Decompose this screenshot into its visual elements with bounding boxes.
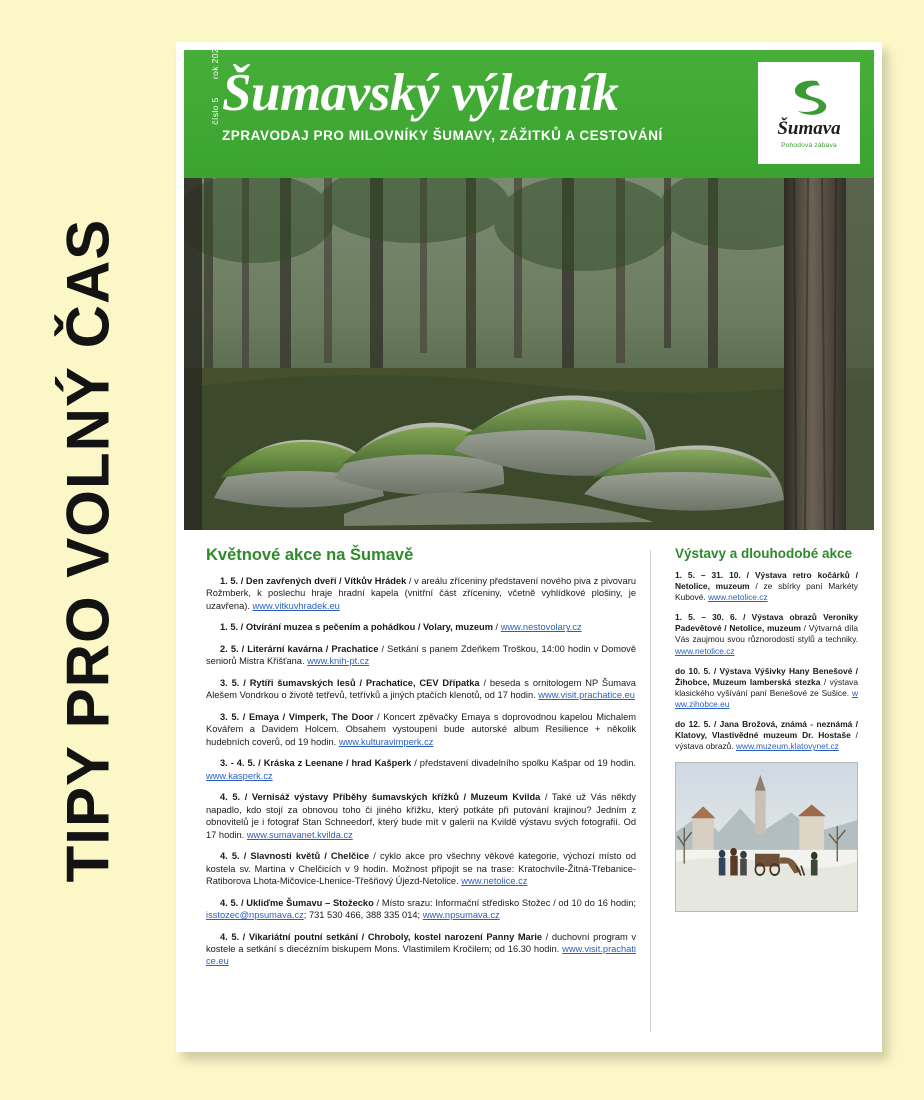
event-headline: 1. 5. / Otvírání muzea s pečením a pohádkou / Volary, muzeum xyxy=(220,622,493,633)
sumava-logo-name: Šumava xyxy=(777,118,841,139)
right-column-title: Výstavy a dlouhodobé akce xyxy=(675,546,853,561)
event-item xyxy=(206,897,636,922)
newsletter-page xyxy=(176,42,882,1052)
exhibition-headline: do 12. 5. / Jana Brožová, známá - neznámá / Klatovy, Vlastivědné muzeum Dr. Hostaše xyxy=(675,719,858,741)
event-headline: 1. 5. / Den zavřených dveří / Vítkův Hrádek xyxy=(220,576,407,586)
event-item xyxy=(206,621,636,633)
event-text: / Také už Vás někdy napadlo, kdo stojí za obnovou toho či jiného křížku, který potkáte při putování krajinou? Jedním z obnovitelů je i fotograf Stan Schneedorf, který bude mít v galerii na Kvildě výstavu svých fotografií. Od 17 hodin. xyxy=(206,792,636,840)
exhibition-item xyxy=(675,666,858,710)
masthead-text xyxy=(222,60,752,178)
side-banner xyxy=(0,0,176,1100)
event-text: / xyxy=(492,622,501,633)
event-text: / duchovní program v kostele a setkání s diecézním biskupem Mons. Vlastimilem Kročilem; od 16.30 hodin. xyxy=(206,931,636,954)
sumava-swoosh-icon xyxy=(787,77,831,117)
article-body xyxy=(184,530,874,1042)
right-column xyxy=(665,546,858,1032)
exhibition-artwork xyxy=(675,762,858,912)
exhibition-text: / výstava klasického vyšívání paní Benešové ze Sušice. xyxy=(675,676,858,698)
masthead-subtitle: ZPRAVODAJ PRO MILOVNÍKY ŠUMAVY, ZÁŽITKŮ A CESTOVÁNÍ xyxy=(222,128,663,144)
event-link[interactable]: www.vitkuvhradek.eu xyxy=(252,600,340,611)
exhibition-text: / výstava obrazů. xyxy=(675,730,858,752)
event-item xyxy=(206,677,636,702)
exhibition-item xyxy=(675,612,858,656)
issue-number: číslo 5 xyxy=(210,97,220,125)
event-text: / v areálu zříceniny představení nového piva z pivovaru Rožmberk, k poslechu hraje hradní kapela (vnitřní část zříceniny, včetně vyhlídkové plošiny, je uzavřena). xyxy=(206,576,636,611)
hero-photo-illustration xyxy=(184,178,874,530)
event-link[interactable]: www.sumavanet.kvilda.cz xyxy=(246,829,353,840)
event-item xyxy=(206,643,636,668)
event-link[interactable]: www.kasperk.cz xyxy=(206,770,273,781)
masthead xyxy=(184,42,874,178)
event-headline: 3. - 4. 5. / Kráska z Leenane / hrad Kašperk xyxy=(220,758,412,769)
event-link[interactable]: www.kulturavimperk.cz xyxy=(338,736,434,747)
exhibition-link[interactable]: www.netolice.cz xyxy=(675,645,735,656)
exhibition-headline: 1. 5. – 30. 6. / Výstava obrazů Veroniky Padevětové / Netolice, muzeum xyxy=(675,612,858,634)
event-text: / cyklo akce pro všechny věkové kategorie, výchozí místo od kostela sv. Martina v Chelčicích v 9 hodin. Možnost připojit se na trase: Kratochvíle-Žitná-Třebanice-Ratiborova Lhota-Mičovice-Lhenice-Třešňový Újezd-Netolice. xyxy=(206,851,636,886)
left-column xyxy=(206,546,636,1032)
exhibition-item xyxy=(675,570,858,603)
event-link[interactable]: www.visit.prachatice.eu xyxy=(206,943,636,967)
event-link[interactable]: www.npsumava.cz xyxy=(422,909,500,920)
event-headline: 3. 5. / Emaya / Vimperk, The Door xyxy=(220,712,374,723)
event-text: / Místo srazu: Informační středisko Stožec / od 10 do 16 hodin; xyxy=(373,897,636,908)
exhibition-text: / Výtvarná díla Vás zaujmou svou různorodostí stylů a techniky. xyxy=(675,623,858,645)
issue-rail xyxy=(196,42,222,178)
issue-year: rok 2024 xyxy=(210,42,220,80)
newsletter-inner xyxy=(184,42,874,1044)
event-item xyxy=(206,850,636,887)
event-item xyxy=(206,931,636,968)
event-text: / beseda s ornitologem NP Šumava Alešem Vondrkou o životě tetřevů, tetřívků a jiných ptačích klenotů, od 17 hodin. xyxy=(206,678,636,701)
hero-photo xyxy=(184,178,874,530)
event-headline: 2. 5. / Literární kavárna / Prachatice xyxy=(220,644,379,655)
exhibition-item xyxy=(675,719,858,752)
event-link[interactable]: www.visit.prachatice.eu xyxy=(538,690,635,701)
event-email-link[interactable]: isstozec@npsumava.cz xyxy=(206,909,304,920)
event-headline: 3. 5. / Rytíři šumavských lesů / Prachatice, CEV Dřípatka xyxy=(220,678,480,689)
event-link[interactable]: www.nestovolary.cz xyxy=(500,622,582,633)
exhibition-link[interactable]: www.zihobce.eu xyxy=(675,687,858,709)
event-item xyxy=(206,791,636,840)
event-item xyxy=(206,711,636,748)
exhibition-headline: 1. 5. – 31. 10. / Výstava retro kočárků / Netolice, muzeum xyxy=(675,570,858,592)
watercolor-illustration xyxy=(676,763,857,911)
event-text-tail: ; 731 530 466, 388 335 014; xyxy=(303,909,423,920)
sumava-logo-tagline: Pohodová zábava xyxy=(781,142,837,149)
exhibition-headline: do 10. 5. / Výstava Výšivky Hany Benešové / Žihobce, Muzeum lamberská stezka xyxy=(675,665,858,687)
side-banner-text: TIPY PRO VOLNÝ ČAS xyxy=(54,218,122,882)
event-text: / představení divadelního spolku Kašpar od 19 hodin. xyxy=(411,758,636,769)
exhibition-link[interactable]: www.muzeum.klatovynet.cz xyxy=(735,741,839,752)
event-headline: 4. 5. / Vernisáž výstavy Příběhy šumavských křížků / Muzeum Kvilda xyxy=(220,792,541,803)
column-divider xyxy=(650,550,651,1032)
exhibition-link[interactable]: www.netolice.cz xyxy=(708,592,768,603)
event-text: / Koncert zpěvačky Emaya s doprovodnou kapelou Michalem Kovářem a Davidem Holcem. Obsahem vystoupení bude autorské album Resilience + několik hudebních coverů, od 19 hodin. xyxy=(206,712,636,747)
event-headline: 4. 5. / Vikariátní poutní setkání / Chroboly, kostel narození Panny Marie xyxy=(220,931,543,942)
event-item xyxy=(206,757,636,782)
event-item xyxy=(206,575,636,612)
sumava-logo xyxy=(758,62,860,164)
event-link[interactable]: www.knih-pt.cz xyxy=(307,656,370,667)
page-title: Šumavský výletník xyxy=(222,64,619,122)
event-headline: 4. 5. / Ukliďme Šumavu – Stožecko xyxy=(220,897,374,908)
exhibition-text: / ze sbírky paní Markéty Kubové. xyxy=(675,581,858,603)
left-column-title: Květnové akce na Šumavě xyxy=(206,546,414,564)
event-headline: 4. 5. / Slavnosti květů / Chelčice xyxy=(220,851,370,862)
event-link[interactable]: www.netolice.cz xyxy=(461,875,528,886)
event-text: / Setkání s panem Zdeňkem Troškou, 14:00 hodin v Domově seniorů Mistra Křišťana. xyxy=(206,644,636,667)
